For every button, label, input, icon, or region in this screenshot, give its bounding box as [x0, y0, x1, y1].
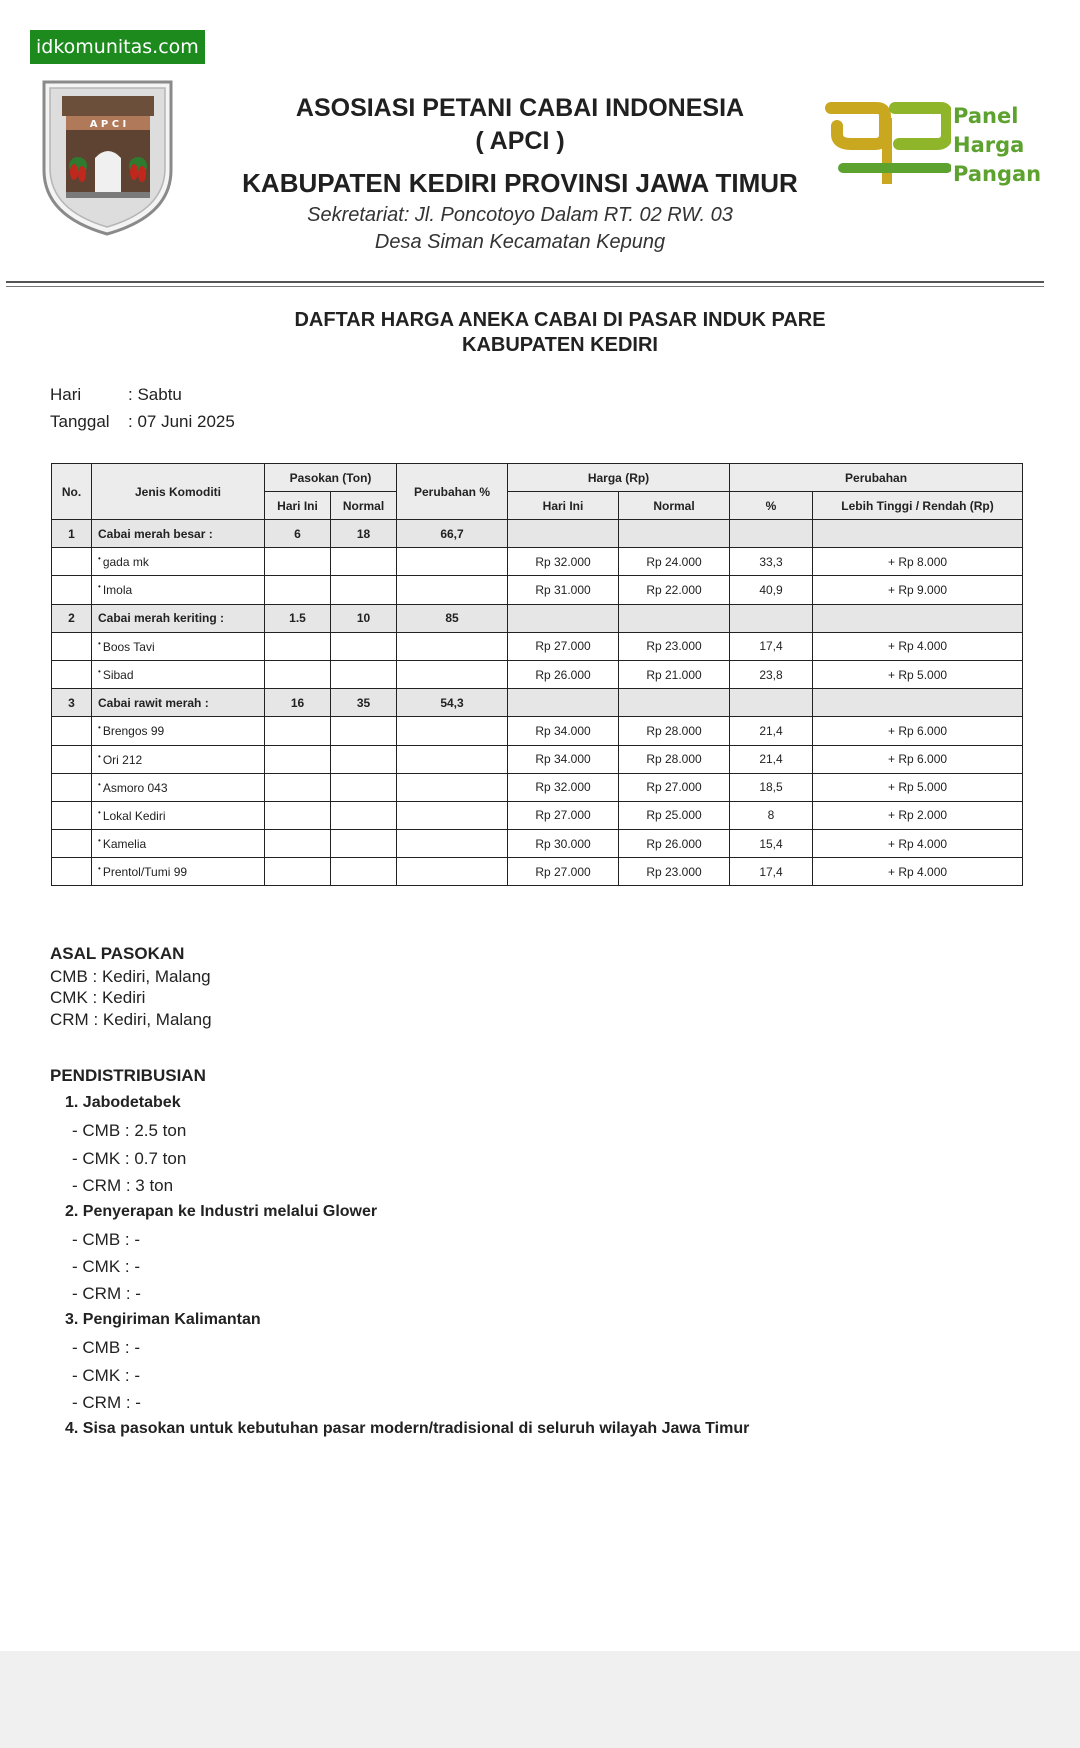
header-pasokan-hari-ini: Hari Ini — [265, 492, 331, 520]
php-line-3: Pangan — [953, 162, 1042, 186]
cell-harga-hari-ini: Rp 32.000 — [508, 773, 619, 801]
cell-jenis: Cabai merah besar : — [92, 520, 265, 548]
cell-perubahan-pct — [397, 801, 508, 829]
table-row — [52, 717, 1023, 745]
distribusi-section-title: 1. Jabodetabek — [65, 1094, 181, 1111]
header-pasokan-normal: Normal — [331, 492, 397, 520]
panel-harga-pangan-logo — [823, 98, 951, 192]
cell-pasokan-normal — [331, 745, 397, 773]
distribusi-item: - CMK : - — [72, 1366, 140, 1385]
table-row — [52, 773, 1023, 801]
cell-pasokan-normal — [331, 830, 397, 858]
cell-jenis: • Prentol/Tumi 99 — [92, 858, 265, 886]
cell-pasokan-hari-ini — [265, 717, 331, 745]
table-row — [52, 858, 1023, 886]
cell-harga-normal: Rp 27.000 — [619, 773, 730, 801]
distribusi-section-title: 4. Sisa pasokan untuk kebutuhan pasar modern/tradisional di seluruh wilayah Jawa Timur — [65, 1420, 750, 1437]
cell-harga-hari-ini: Rp 34.000 — [508, 745, 619, 773]
category-row — [52, 604, 1023, 632]
cell-pasokan-hari-ini — [265, 830, 331, 858]
cell-harga-normal: Rp 28.000 — [619, 745, 730, 773]
distribusi-item: - CMB : - — [72, 1230, 140, 1249]
apci-logo — [40, 78, 175, 236]
distribusi-item: - CMK : 0.7 ton — [72, 1149, 187, 1168]
cell-pct: 18,5 — [730, 773, 813, 801]
cell-pasokan-hari-ini: 1.5 — [265, 604, 331, 632]
cell-pct — [730, 604, 813, 632]
cell-no: 2 — [52, 604, 92, 632]
cell-no — [52, 858, 92, 886]
day-value: : Sabtu — [128, 385, 182, 404]
header-no: No. — [52, 464, 92, 520]
cell-perubahan-pct — [397, 773, 508, 801]
cell-harga-hari-ini: Rp 26.000 — [508, 660, 619, 688]
distribusi-heading: PENDISTRIBUSIAN — [50, 1066, 206, 1085]
cell-harga-normal: Rp 28.000 — [619, 717, 730, 745]
cell-pasokan-normal — [331, 548, 397, 576]
distribusi-item: - CRM : - — [72, 1284, 141, 1303]
org-name: ASOSIASI PETANI CABAI INDONESIA — [295, 94, 745, 122]
php-line-2: Harga — [953, 133, 1025, 157]
cell-harga-normal — [619, 520, 730, 548]
header-pct: % — [730, 492, 813, 520]
distribusi-section-title: 2. Penyerapan ke Industri melalui Glower — [65, 1203, 378, 1220]
cell-pct: 33,3 — [730, 548, 813, 576]
cell-harga-normal: Rp 26.000 — [619, 830, 730, 858]
cell-harga-normal: Rp 22.000 — [619, 576, 730, 604]
cell-pasokan-normal — [331, 660, 397, 688]
cell-jenis: • Ori 212 — [92, 745, 265, 773]
panel-harga-pangan-text — [953, 102, 1041, 189]
cell-harga-hari-ini: Rp 30.000 — [508, 830, 619, 858]
cell-pasokan-hari-ini — [265, 858, 331, 886]
cell-no — [52, 717, 92, 745]
category-row — [52, 689, 1023, 717]
cell-harga-hari-ini — [508, 520, 619, 548]
cell-no — [52, 773, 92, 801]
cell-pct — [730, 689, 813, 717]
cell-perubahan-pct: 54,3 — [397, 689, 508, 717]
cell-jenis: • Sibad — [92, 660, 265, 688]
cell-diff: + Rp 5.000 — [813, 660, 1023, 688]
cell-pasokan-normal — [331, 858, 397, 886]
cell-no: 1 — [52, 520, 92, 548]
distribusi-section-title: 3. Pengiriman Kalimantan — [65, 1311, 261, 1328]
asal-heading: ASAL PASOKAN — [50, 944, 185, 963]
address-line-2: Desa Siman Kecamatan Kepung — [374, 231, 666, 253]
cell-pct: 8 — [730, 801, 813, 829]
cell-perubahan-pct — [397, 548, 508, 576]
cell-perubahan-pct — [397, 576, 508, 604]
org-region: KABUPATEN KEDIRI PROVINSI JAWA TIMUR — [242, 168, 798, 198]
cell-pct: 17,4 — [730, 858, 813, 886]
category-row — [52, 520, 1023, 548]
cell-diff: + Rp 6.000 — [813, 717, 1023, 745]
cell-jenis: • Imola — [92, 576, 265, 604]
cell-pasokan-normal: 35 — [331, 689, 397, 717]
cell-no — [52, 660, 92, 688]
cell-jenis: • Boos Tavi — [92, 632, 265, 660]
table-row — [52, 576, 1023, 604]
cell-jenis: • Lokal Kediri — [92, 801, 265, 829]
cell-diff: + Rp 4.000 — [813, 632, 1023, 660]
cell-diff — [813, 689, 1023, 717]
distribusi-item: - CRM : - — [72, 1393, 141, 1412]
header-harga-hari-ini: Hari Ini — [508, 492, 619, 520]
distribusi-item: - CRM : 3 ton — [72, 1176, 174, 1195]
cell-perubahan-pct: 66,7 — [397, 520, 508, 548]
cell-harga-normal: Rp 21.000 — [619, 660, 730, 688]
php-line-1: Panel — [953, 104, 1019, 128]
header-harga-normal: Normal — [619, 492, 730, 520]
cell-pct: 23,8 — [730, 660, 813, 688]
cell-pct: 17,4 — [730, 632, 813, 660]
day-label: Hari — [50, 385, 82, 404]
table-row — [52, 660, 1023, 688]
cell-harga-normal: Rp 24.000 — [619, 548, 730, 576]
distribusi-item: - CMB : - — [72, 1338, 140, 1357]
distribusi-item: - CMK : - — [72, 1257, 140, 1276]
cell-harga-normal — [619, 689, 730, 717]
cell-pasokan-hari-ini — [265, 745, 331, 773]
cell-harga-hari-ini: Rp 27.000 — [508, 632, 619, 660]
cell-harga-hari-ini — [508, 689, 619, 717]
header-perubahan-pct: Perubahan % — [397, 464, 508, 520]
cell-diff: + Rp 4.000 — [813, 858, 1023, 886]
cell-pasokan-normal — [331, 801, 397, 829]
cell-pasokan-normal — [331, 576, 397, 604]
cell-jenis: • Kamelia — [92, 830, 265, 858]
cell-no — [52, 632, 92, 660]
document-subtitle: KABUPATEN KEDIRI — [462, 334, 658, 356]
date-value: : 07 Juni 2025 — [128, 412, 235, 431]
price-table-body — [52, 520, 1023, 886]
cell-pasokan-normal: 18 — [331, 520, 397, 548]
cell-no — [52, 576, 92, 604]
cell-jenis: • Asmoro 043 — [92, 773, 265, 801]
bottom-margin — [0, 1651, 1080, 1748]
cell-harga-normal: Rp 25.000 — [619, 801, 730, 829]
header-lebih: Lebih Tinggi / Rendah (Rp) — [813, 492, 1023, 520]
day-info — [50, 385, 182, 405]
cell-diff — [813, 604, 1023, 632]
address-line-1: Sekretariat: Jl. Poncotoyo Dalam RT. 02 RW. 03 — [307, 204, 733, 226]
table-row — [52, 830, 1023, 858]
date-label: Tanggal — [50, 412, 110, 431]
cell-diff: + Rp 8.000 — [813, 548, 1023, 576]
cell-perubahan-pct — [397, 632, 508, 660]
cell-harga-hari-ini: Rp 34.000 — [508, 717, 619, 745]
asal-line: CMB : Kediri, Malang — [50, 967, 211, 986]
cell-jenis: Cabai rawit merah : — [92, 689, 265, 717]
cell-jenis: Cabai merah keriting : — [92, 604, 265, 632]
cell-pasokan-normal — [331, 773, 397, 801]
cell-pasokan-hari-ini — [265, 548, 331, 576]
header-rule — [6, 281, 1044, 283]
cell-pasokan-hari-ini — [265, 660, 331, 688]
cell-pasokan-hari-ini — [265, 773, 331, 801]
date-info — [50, 412, 235, 432]
cell-jenis: • Brengos 99 — [92, 717, 265, 745]
table-row — [52, 548, 1023, 576]
cell-pasokan-hari-ini — [265, 632, 331, 660]
cell-pasokan-hari-ini — [265, 801, 331, 829]
header-perubahan: Perubahan — [730, 464, 1023, 492]
cell-perubahan-pct — [397, 660, 508, 688]
cell-diff: + Rp 6.000 — [813, 745, 1023, 773]
cell-harga-hari-ini: Rp 32.000 — [508, 548, 619, 576]
cell-pct: 21,4 — [730, 717, 813, 745]
distribusi-item: - CMB : 2.5 ton — [72, 1121, 187, 1140]
cell-no — [52, 801, 92, 829]
cell-harga-hari-ini: Rp 27.000 — [508, 858, 619, 886]
cell-diff: + Rp 2.000 — [813, 801, 1023, 829]
watermark-label: idkomunitas.com — [30, 30, 205, 64]
apci-banner-text: A P C I — [89, 119, 127, 130]
cell-perubahan-pct — [397, 830, 508, 858]
header-pasokan: Pasokan (Ton) — [265, 464, 397, 492]
cell-pasokan-normal — [331, 717, 397, 745]
cell-perubahan-pct — [397, 745, 508, 773]
cell-harga-hari-ini: Rp 27.000 — [508, 801, 619, 829]
cell-pasokan-hari-ini: 16 — [265, 689, 331, 717]
cell-diff — [813, 520, 1023, 548]
cell-pasokan-normal: 10 — [331, 604, 397, 632]
cell-diff: + Rp 9.000 — [813, 576, 1023, 604]
org-abbrev: ( APCI ) — [475, 127, 565, 155]
cell-harga-normal: Rp 23.000 — [619, 858, 730, 886]
cell-harga-normal — [619, 604, 730, 632]
cell-perubahan-pct — [397, 717, 508, 745]
cell-no — [52, 548, 92, 576]
cell-perubahan-pct — [397, 858, 508, 886]
asal-line: CRM : Kediri, Malang — [50, 1010, 212, 1029]
header-jenis: Jenis Komoditi — [92, 464, 265, 520]
header-harga: Harga (Rp) — [508, 464, 730, 492]
asal-line: CMK : Kediri — [50, 988, 146, 1007]
cell-no — [52, 830, 92, 858]
header-rule-thin — [6, 286, 1044, 287]
cell-pasokan-hari-ini — [265, 576, 331, 604]
price-table — [51, 463, 1023, 886]
table-row — [52, 745, 1023, 773]
cell-pct: 15,4 — [730, 830, 813, 858]
table-row — [52, 632, 1023, 660]
cell-pct: 21,4 — [730, 745, 813, 773]
cell-harga-hari-ini — [508, 604, 619, 632]
cell-harga-hari-ini: Rp 31.000 — [508, 576, 619, 604]
cell-diff: + Rp 5.000 — [813, 773, 1023, 801]
cell-pasokan-normal — [331, 632, 397, 660]
document-title: DAFTAR HARGA ANEKA CABAI DI PASAR INDUK PARE — [294, 309, 826, 331]
cell-harga-normal: Rp 23.000 — [619, 632, 730, 660]
table-row — [52, 801, 1023, 829]
cell-pasokan-hari-ini: 6 — [265, 520, 331, 548]
cell-jenis: • gada mk — [92, 548, 265, 576]
cell-pct — [730, 520, 813, 548]
cell-diff: + Rp 4.000 — [813, 830, 1023, 858]
cell-perubahan-pct: 85 — [397, 604, 508, 632]
cell-no — [52, 745, 92, 773]
cell-pct: 40,9 — [730, 576, 813, 604]
cell-no: 3 — [52, 689, 92, 717]
